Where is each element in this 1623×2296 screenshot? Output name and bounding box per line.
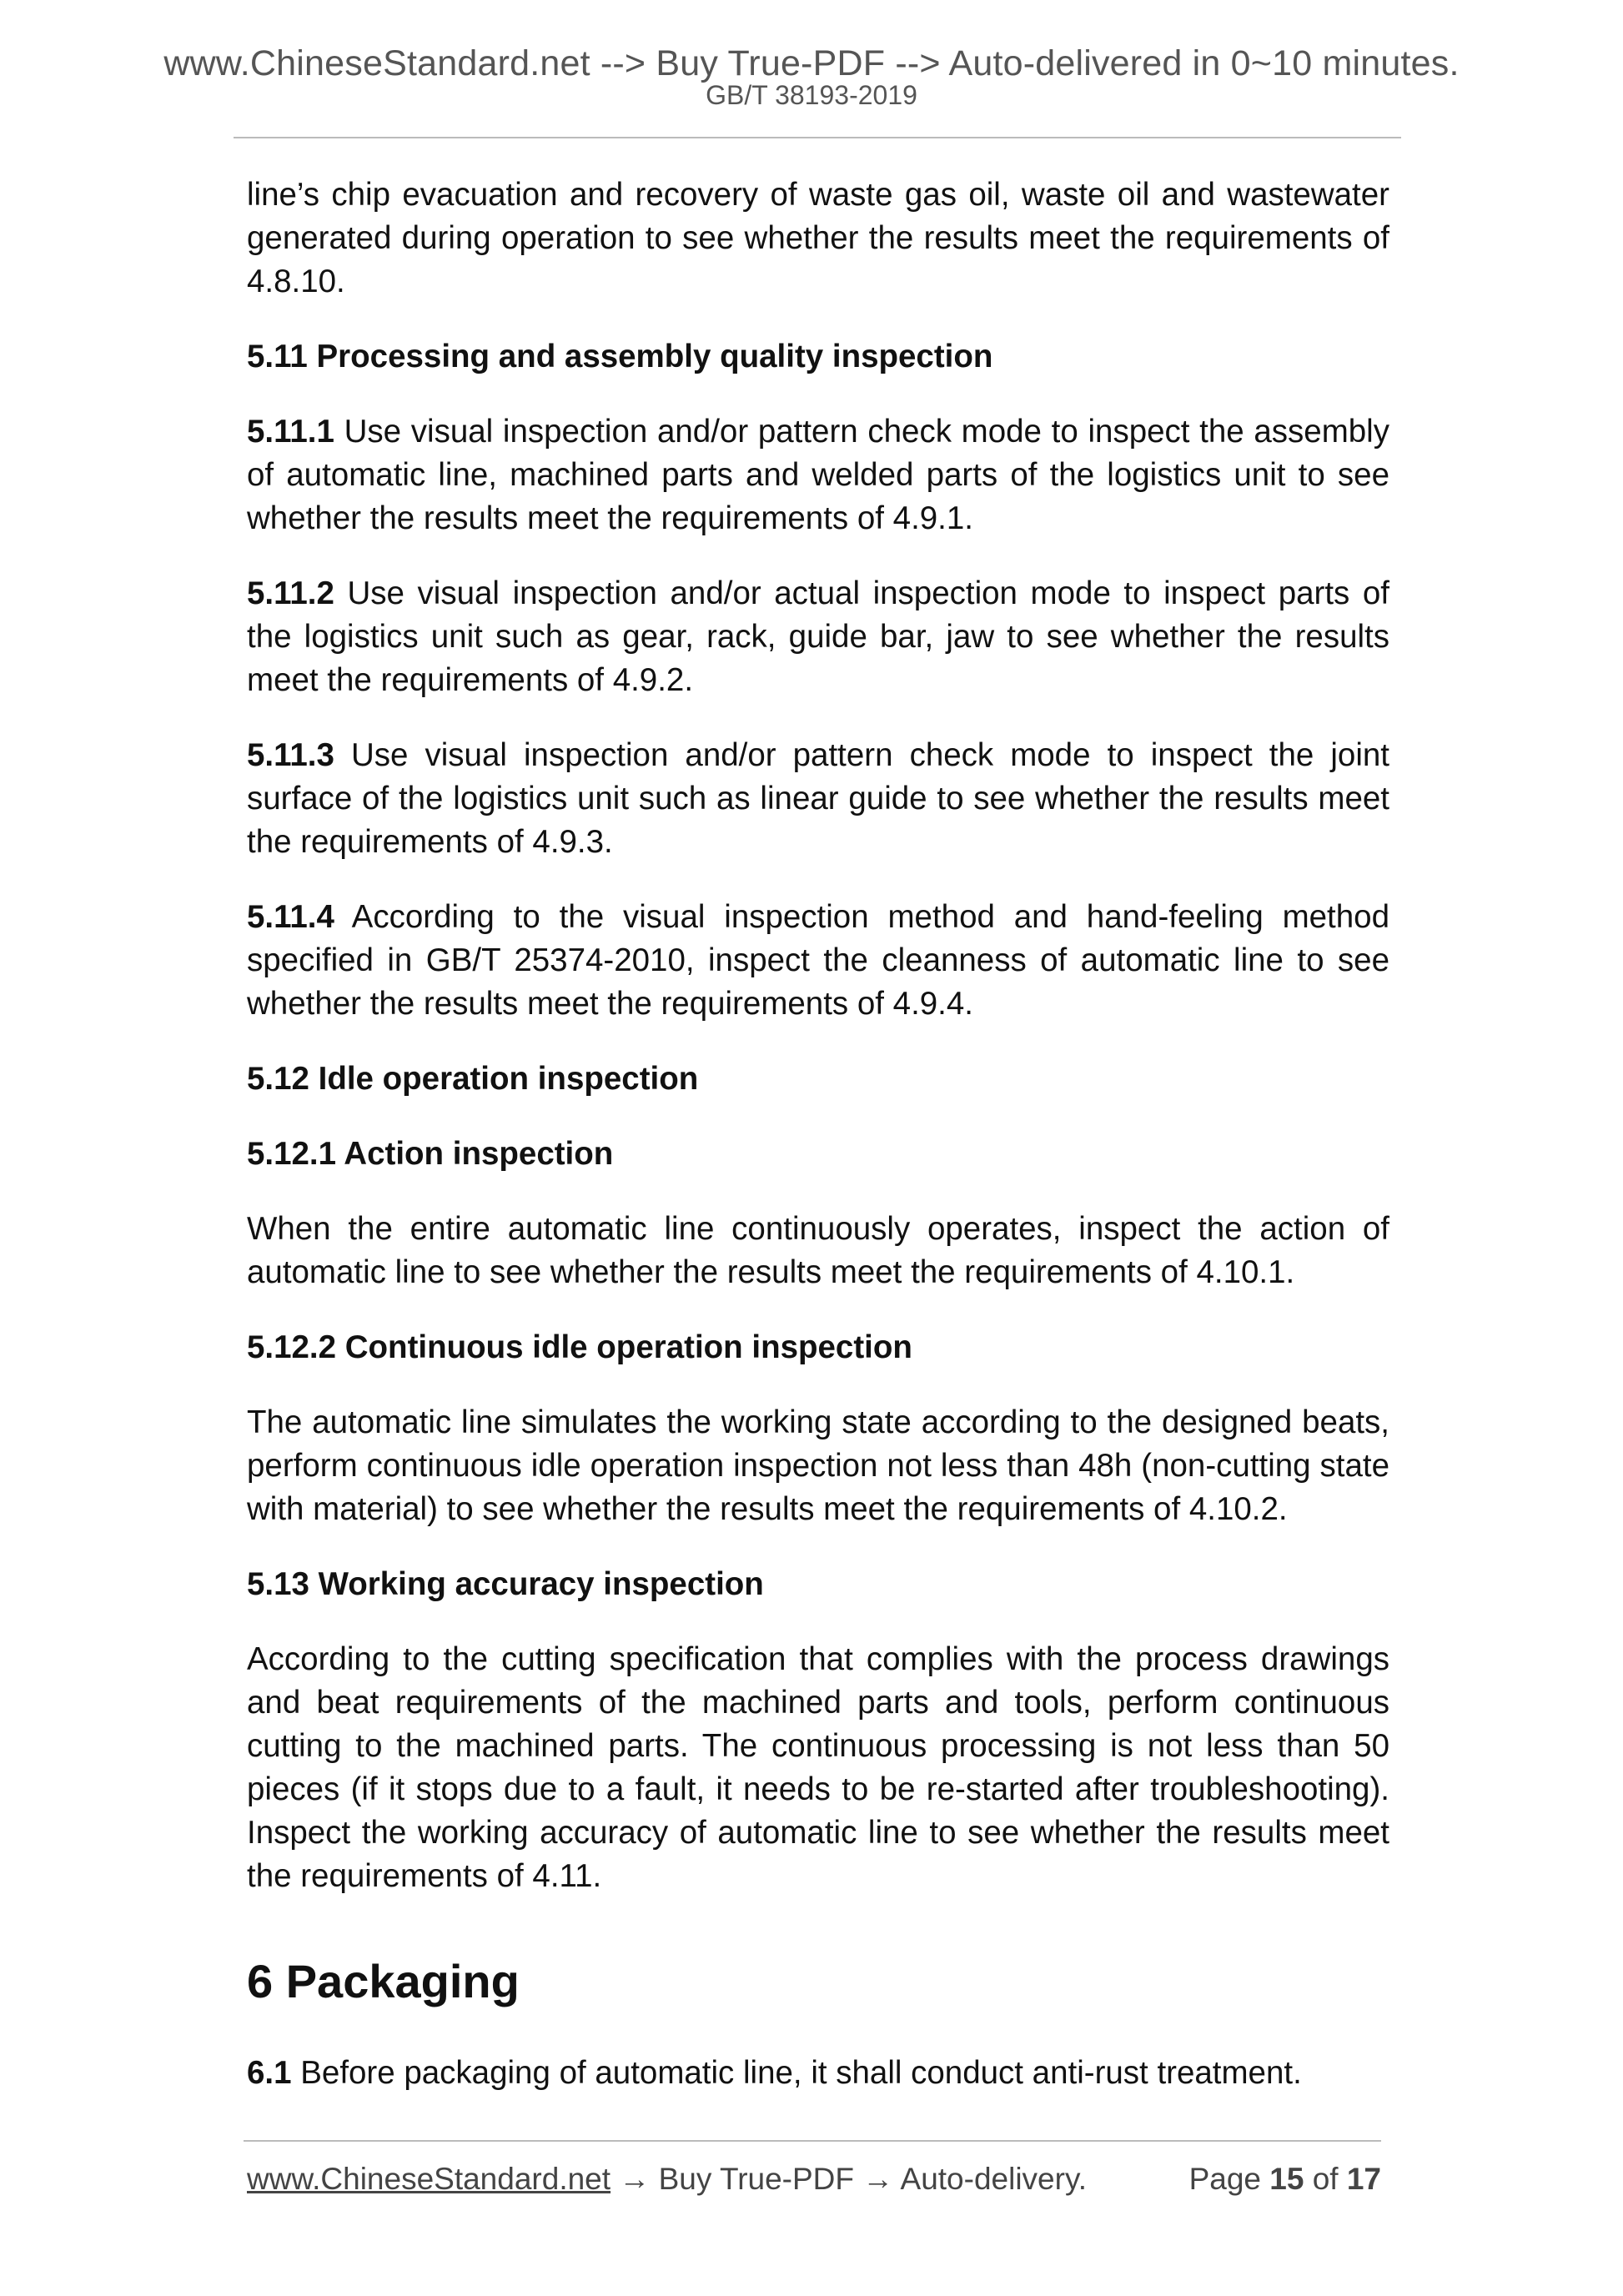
clause-5-13-text: According to the cutting specification that complies with the process drawings and beat requirements of the machined parts and tools, perform continuous cutting to the machined parts. The continuous processing is not less than 50 pieces (if it stops due to a fault, it needs to be re-started after troubleshooting). Inspect the working accuracy of automatic line to see whether the results meet the requirements of 4.11. xyxy=(247,1641,1389,1894)
section-5-12-2-heading: 5.12.2 Continuous idle operation inspection xyxy=(247,1329,912,1365)
section-5-13-heading: 5.13 Working accuracy inspection xyxy=(247,1566,764,1602)
total-pages: 17 xyxy=(1346,2162,1381,2196)
clause-5-11-4 xyxy=(247,896,1389,1026)
chapter-6-heading: 6 Packaging xyxy=(247,1955,520,2007)
clause-number: 6.1 xyxy=(247,2055,292,2091)
clause-text: Use visual inspection and/or pattern check mode to inspect the assembly of automatic line, machined parts and welded parts of the logistics unit to see whether the results meet the requirements of 4.9.1. xyxy=(247,414,1389,536)
page-indicator xyxy=(1189,2162,1381,2197)
clause-5-12-2-text: The automatic line simulates the working state according to the designed beats, perform continuous idle operation inspection not less than 48h (non-cutting state with material) to see whether the results meet the requirements of 4.10.2. xyxy=(247,1404,1389,1527)
of-label: of xyxy=(1304,2162,1347,2196)
footer-divider xyxy=(244,2140,1381,2142)
section-5-11-heading: 5.11 Processing and assembly quality inspection xyxy=(247,339,993,374)
clause-number: 5.11.4 xyxy=(247,899,334,935)
clause-number: 5.11.3 xyxy=(247,737,334,773)
clause-text: Before packaging of automatic line, it shall conduct anti-rust treatment. xyxy=(291,2055,1302,2091)
clause-5-11-3 xyxy=(247,734,1389,864)
document-body xyxy=(247,173,1389,2127)
page-label: Page xyxy=(1188,2162,1270,2196)
clause-5-11-1 xyxy=(247,410,1389,540)
section-5-12-1-heading: 5.12.1 Action inspection xyxy=(247,1136,614,1172)
clause-5-11-2 xyxy=(247,572,1389,702)
clause-text: Use visual inspection and/or pattern check mode to inspect the joint surface of the logistics unit such as linear guide to see whether the results meet the requirements of 4.9.3. xyxy=(247,737,1389,860)
footer-left xyxy=(247,2162,1087,2197)
section-5-12-heading: 5.12 Idle operation inspection xyxy=(247,1061,699,1097)
standard-code: GB/T 38193-2019 xyxy=(706,80,917,110)
clause-text: Use visual inspection and/or actual inspection mode to inspect parts of the logistics unit such as gear, rack, guide bar, jaw to see whether the results meet the requirements of 4.9.2. xyxy=(247,575,1389,698)
clause-number: 5.11.2 xyxy=(247,575,334,611)
clause-text: According to the visual inspection method and hand-feeling method specified in GB/T 25374-2010, inspect the cleanness of automatic line to see whether the results meet the requirements of 4.9.4. xyxy=(247,899,1389,1022)
footer-site-link[interactable]: www.ChineseStandard.net xyxy=(247,2162,611,2196)
header-banner: www.ChineseStandard.net --> Buy True-PDF --> Auto-delivered in 0~10 minutes. xyxy=(163,43,1460,83)
header-divider xyxy=(234,137,1401,138)
footer-tagline: → Buy True-PDF → Auto-delivery. xyxy=(611,2162,1087,2196)
page-number: 15 xyxy=(1269,2162,1304,2196)
clause-6-1 xyxy=(247,2052,1389,2095)
clause-5-12-1-text: When the entire automatic line continuously operates, inspect the action of automatic line to see whether the results meet the requirements of 4.10.1. xyxy=(247,1211,1389,1290)
clause-number: 5.11.1 xyxy=(247,414,334,450)
intro-paragraph: line’s chip evacuation and recovery of waste gas oil, waste oil and wastewater generated during operation to see whether the results meet the requirements of 4.8.10. xyxy=(247,177,1389,299)
